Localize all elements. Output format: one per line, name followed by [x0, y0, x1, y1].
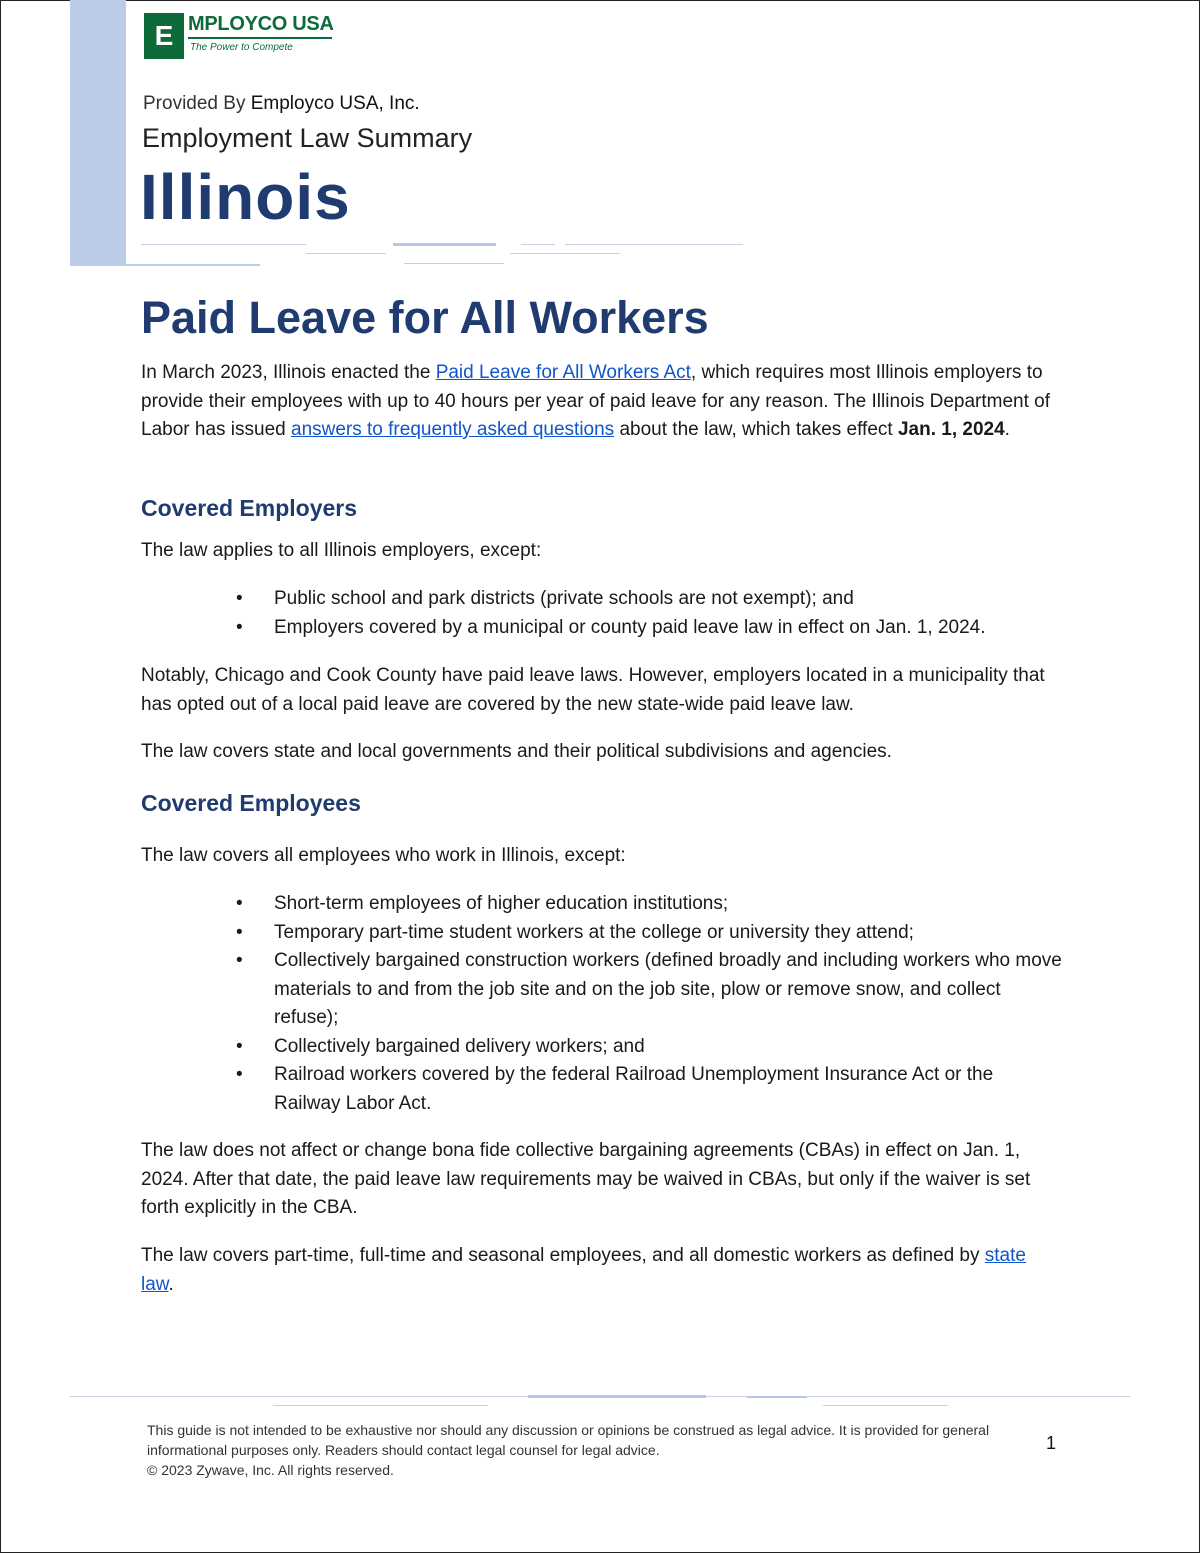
header-rule: [141, 244, 306, 245]
provided-prefix: Provided By: [143, 93, 251, 114]
header-rule: [393, 243, 496, 246]
paid-leave-act-link[interactable]: Paid Leave for All Workers Act: [435, 362, 691, 383]
list-item: • Temporary part-time student workers at the college or university they attend;: [0, 919, 1064, 948]
state-law-link[interactable]: state law: [141, 1245, 1026, 1295]
footer-rule: [747, 1396, 807, 1398]
list-item: • Railroad workers covered by the federal Railroad Unemployment Insurance Act or the Railway Labor Act.: [0, 1061, 1064, 1118]
cba-paragraph: The law does not affect or change bona fide collective bargaining agreements (CBAs) in effect on Jan. 1, 2024. After that date, the paid leave law requirements may be waived in CBAs, but only if the waiver is set forth explicitly in the CBA.: [141, 1140, 1031, 1218]
section-heading-covered-employers: Covered Employers: [141, 495, 358, 521]
list-item: • Short-term employees of higher education institutions;: [0, 890, 1064, 919]
employee-types-end: .: [168, 1273, 174, 1295]
summary-label: Employment Law Summary: [142, 123, 473, 153]
effective-date: Jan. 1, 2024: [897, 419, 1005, 440]
footer-rule: [273, 1405, 488, 1406]
intro-text: about the law, which takes effect: [614, 419, 898, 440]
provided-by: [143, 93, 420, 115]
logo-rule: [188, 37, 332, 39]
employer-exceptions-list: [0, 585, 1100, 642]
header-rule: [306, 253, 386, 254]
logo-tagline: The Power to Compete: [190, 42, 293, 53]
covered-employees-lead: The law covers all employees who work in Illinois, except:: [141, 845, 626, 866]
section-heading-covered-employees: Covered Employees: [141, 790, 361, 816]
intro-paragraph: [141, 359, 1061, 445]
header-rule: [510, 253, 620, 254]
page-number: 1: [1046, 1433, 1057, 1453]
list-item: • Public school and park districts (private schools are not exempt); and: [0, 585, 1064, 614]
footer-disclaimer: This guide is not intended to be exhaustive nor should any discussion or opinions be construed as legal advice. It is provided for general informational purposes only. Readers should contact legal counsel for legal advice.: [147, 1422, 990, 1458]
footer-rule: [528, 1395, 706, 1398]
chicago-cook-paragraph: Notably, Chicago and Cook County have paid leave laws. However, employers located in a municipality that has opted out of a local paid leave are covered by the new state-wide paid leave law.: [141, 665, 1045, 715]
logo-letter-box: E: [144, 13, 184, 59]
covered-employers-lead: The law applies to all Illinois employers, except:: [141, 540, 542, 561]
faq-link[interactable]: answers to frequently asked questions: [291, 419, 615, 440]
intro-text: .: [1004, 419, 1010, 440]
government-paragraph: The law covers state and local governments and their political subdivisions and agencies.: [141, 741, 892, 762]
employee-types-text: The law covers part-time, full-time and seasonal employees, and all domestic workers as defined by: [141, 1245, 985, 1266]
list-item: • Collectively bargained delivery workers; and: [0, 1033, 1064, 1062]
intro-text: , which requires most Illinois employers to provide their employees with up to 40 hours per year of paid leave for any reason. The Illinois Department of Labor has issued: [141, 362, 1050, 440]
logo-name: MPLOYCO USA: [188, 13, 334, 35]
page-title: Paid Leave for All Workers: [141, 292, 709, 343]
employee-types-paragraph: [141, 1242, 1061, 1299]
list-item: • Collectively bargained construction workers (defined broadly and including workers who move materials to and from the job site and on the job site, plow or remove snow, and collect refuse);: [0, 947, 1064, 1033]
header-band-underline: [70, 264, 260, 266]
header-rule: [521, 244, 555, 245]
state-title: Illinois: [140, 161, 351, 233]
header-side-band: [70, 0, 126, 266]
provider-company: Employco USA, Inc.: [250, 93, 420, 114]
header-rule: [565, 244, 743, 245]
list-item: • Employers covered by a municipal or county paid leave law in effect on Jan. 1, 2024.: [0, 614, 1064, 643]
footer-rule: [823, 1405, 948, 1406]
footer-copyright: © 2023 Zywave, Inc. All rights reserved.: [147, 1462, 394, 1478]
employee-exceptions-list: [0, 890, 1100, 1118]
header-rule: [404, 263, 504, 264]
intro-text: In March 2023, Illinois enacted the: [141, 362, 436, 383]
